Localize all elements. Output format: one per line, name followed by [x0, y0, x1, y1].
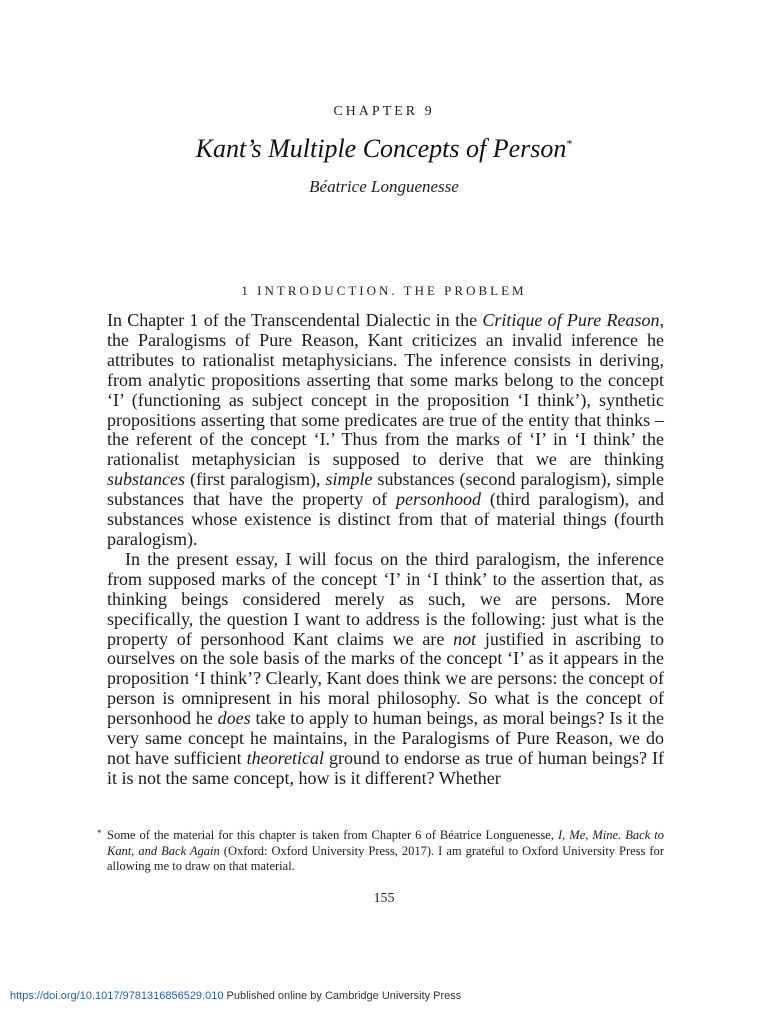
text-span: justified in ascribing to ourselves on the sole basis of the marks of the concept ‘I’ as it appears in the proposition ‘I think’? Clearly, Kant does think we are persons: the concept of person is omnipresent in his moral philosophy. So what is the concept of personhood he — [107, 628, 664, 729]
text-span: (third paralogism), and substances whose existence is distinct from that of material things (fourth paralogism). — [107, 489, 664, 549]
section-heading: 1 INTRODUCTION. THE PROBLEM — [241, 283, 527, 298]
footnote-reference-marker: * — [566, 136, 573, 151]
footnote — [97, 828, 665, 875]
text-span: substances (second paralogism), simple substances that have the property of — [107, 469, 665, 510]
doi-footer — [10, 990, 461, 1002]
emphasis: not — [453, 628, 477, 649]
text-span: (first paralogism), — [185, 469, 326, 490]
book-title-emphasis: Critique of Pure Reason — [482, 310, 660, 330]
text-span: Some of the material for this chapter is taken from Chapter 6 of Béatrice Longuenesse, — [107, 828, 558, 842]
publisher-note: Published online by Cambridge University Press — [223, 990, 462, 1002]
book-title-emphasis: I, Me, Mine. Back to Kant, and Back Again — [107, 828, 665, 858]
emphasis: substances — [107, 469, 185, 490]
text-span: take to apply to human beings, as moral beings? Is it the very same concept he maintains, in the Paralogisms of Pure Reason, we do not have sufficient — [107, 708, 664, 768]
body-text — [107, 311, 664, 789]
text-span: In the present essay, I will focus on the third paralogism, the inference from supposed marks of the concept ‘I’ in ‘I think’ to the assertion that, as thinking beings considered merely as such, we are persons. More specifically, the question I want to address is the following: just what is the property of personhood Kant claims we are — [107, 548, 664, 649]
paragraph-1 — [107, 311, 664, 550]
paragraph-2 — [107, 550, 664, 789]
text-span: ground to endorse as true of human beings? If it is not the same concept, how is it different? Whether — [107, 747, 664, 788]
chapter-title-text: Kant’s Multiple Concepts of Person — [195, 134, 567, 163]
text-span: In Chapter 1 of the Transcendental Dialectic in the — [107, 310, 483, 330]
text-span: , the Paralogisms of Pure Reason, Kant criticizes an invalid inference he attributes to rationalist metaphysicians. The inference consists in deriving, from analytic propositions asserting that some marks belong to the concept ‘I’ (functioning as subject concept in the proposition ‘I think’), synthetic propositions asserting that some predicates are true of the entity that thinks – the referent of the concept ‘I.’ Thus from the marks of ‘I’ in ‘I think’ the rationalist metaphysician is supposed to derive that we are thinking — [107, 310, 664, 470]
text-span: (Oxford: Oxford University Press, 2017). I am grateful to Oxford University Press for allowing me to draw on that material. — [107, 843, 664, 873]
emphasis: simple — [325, 469, 373, 490]
chapter-label: CHAPTER 9 — [333, 104, 435, 119]
doi-link[interactable]: https://doi.org/10.1017/9781316856529.010 — [10, 990, 224, 1002]
emphasis: does — [217, 708, 251, 729]
emphasis: personhood — [396, 489, 481, 510]
chapter-title — [0, 134, 768, 164]
author-name: Béatrice Longuenesse — [309, 177, 459, 196]
emphasis: theoretical — [246, 747, 324, 768]
footnote-marker: * — [97, 828, 102, 838]
page-number: 155 — [373, 891, 395, 906]
